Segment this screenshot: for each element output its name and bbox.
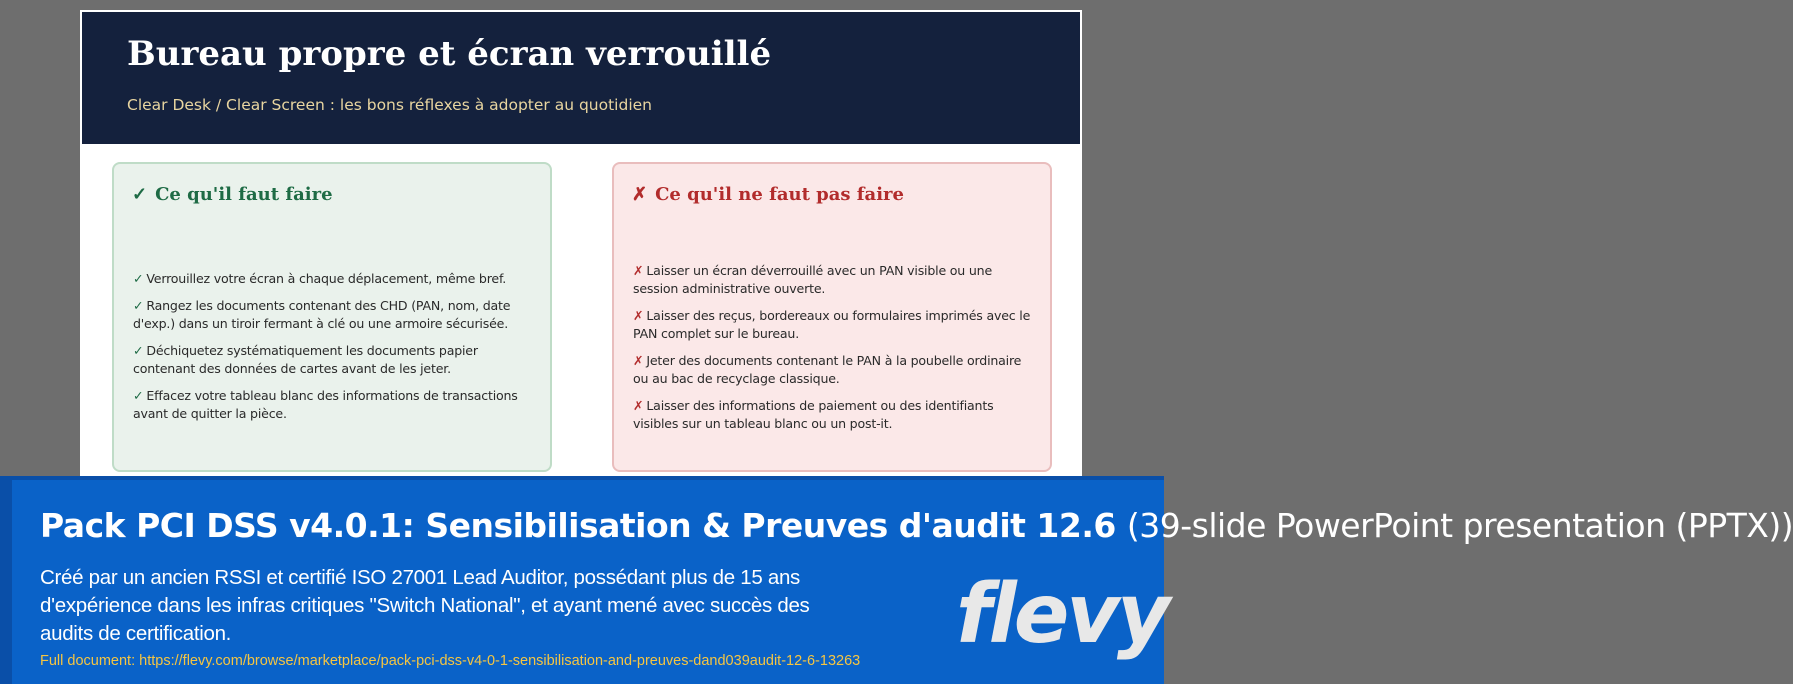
dont-panel-title-text: Ce qu'il ne faut pas faire — [655, 184, 904, 205]
cross-icon: ✗ — [633, 263, 644, 278]
dont-list — [633, 262, 1034, 442]
slide — [80, 10, 1082, 510]
dont-item-text: Laisser un écran déverrouillé avec un PAN visible ou une session administrative ouverte. — [633, 263, 992, 296]
dont-list-item — [633, 262, 1034, 298]
slide-title: Bureau propre et écran verrouillé — [127, 34, 772, 74]
dont-panel — [612, 162, 1052, 472]
document-link[interactable]: https://flevy.com/browse/marketplace/pack-pci-dss-v4-0-1-sensibilisation-and-preuves-dand039audit-12-6-13263 — [139, 653, 861, 669]
dont-list-item — [633, 352, 1034, 388]
do-list-item — [133, 387, 534, 423]
do-list-item — [133, 270, 534, 288]
banner-description: Créé par un ancien RSSI et certifié ISO 27001 Lead Auditor, possédant plus de 15 ans d'expérience dans les infras critiques "Switch National", et ayant mené avec succès des audits de certification. — [40, 566, 810, 645]
banner-title-main: Pack PCI DSS v4.0.1: Sensibilisation & Preuves d'audit 12.6 — [40, 506, 1116, 545]
do-item-text: Effacez votre tableau blanc des informations de transactions avant de quitter la pièce. — [133, 388, 518, 421]
cross-icon: ✗ — [633, 308, 644, 323]
do-list — [133, 270, 534, 432]
do-item-text: Verrouillez votre écran à chaque déplacement, même bref. — [146, 271, 507, 286]
do-item-text: Rangez les documents contenant des CHD (PAN, nom, date d'exp.) dans un tiroir fermant à clé ou une armoire sécurisée. — [133, 298, 511, 331]
do-panel-title — [132, 184, 333, 205]
cross-icon: ✗ — [633, 398, 644, 413]
check-icon: ✓ — [133, 271, 144, 286]
do-list-item — [133, 297, 534, 333]
promo-banner — [0, 476, 1793, 684]
check-icon: ✓ — [132, 184, 148, 205]
do-panel-title-text: Ce qu'il faut faire — [155, 184, 333, 205]
banner-link-line — [40, 653, 860, 669]
flevy-logo[interactable]: flevy — [956, 567, 1168, 662]
dont-list-item — [633, 397, 1034, 433]
cross-icon: ✗ — [633, 353, 644, 368]
banner-title-suffix: (39-slide PowerPoint presentation (PPTX)) — [1126, 506, 1793, 545]
link-label: Full document: — [40, 653, 136, 669]
slide-header — [82, 12, 1080, 144]
banner-title — [40, 506, 1793, 545]
slide-subtitle: Clear Desk / Clear Screen : les bons réflexes à adopter au quotidien — [127, 96, 652, 114]
check-icon: ✓ — [133, 388, 144, 403]
dont-item-text: Laisser des reçus, bordereaux ou formulaires imprimés avec le PAN complet sur le bureau. — [633, 308, 1031, 341]
check-icon: ✓ — [133, 298, 144, 313]
dont-item-text: Jeter des documents contenant le PAN à la poubelle ordinaire ou au bac de recyclage classique. — [633, 353, 1022, 386]
do-panel — [112, 162, 552, 472]
dont-panel-title — [632, 184, 904, 205]
do-list-item — [133, 342, 534, 378]
check-icon: ✓ — [133, 343, 144, 358]
do-item-text: Déchiquetez systématiquement les documents papier contenant des données de cartes avant de les jeter. — [133, 343, 478, 376]
dont-item-text: Laisser des informations de paiement ou des identifiants visibles sur un tableau blanc ou un post-it. — [633, 398, 994, 431]
cross-icon: ✗ — [632, 184, 648, 205]
dont-list-item — [633, 307, 1034, 343]
